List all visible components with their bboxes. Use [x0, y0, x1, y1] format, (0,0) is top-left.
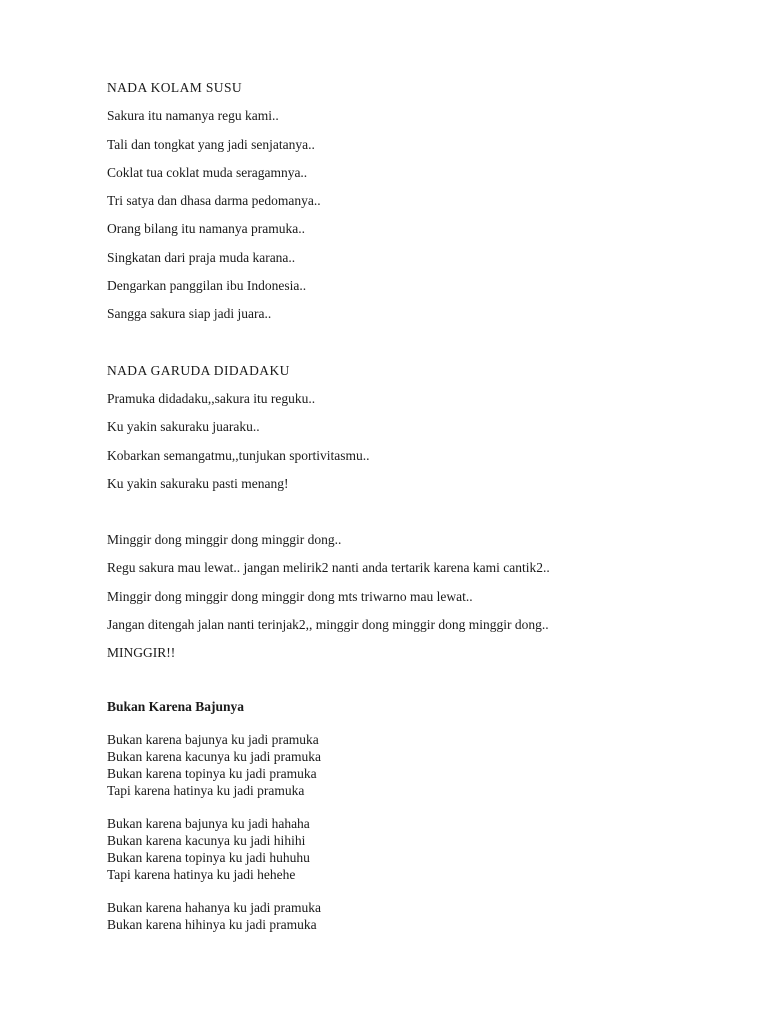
lyric-line: Bukan karena topinya ku jadi pramuka — [107, 765, 317, 781]
lyric-line: Singkatan dari praja muda karana.. — [107, 249, 296, 265]
lyric-line: Minggir dong minggir dong minggir dong.. — [107, 532, 342, 548]
song-section-bukan-karena-bajunya — [107, 697, 727, 933]
lyric-line: Pramuka didadaku,,sakura itu reguku.. — [107, 390, 316, 406]
lyric-line: MINGGIR!! — [107, 645, 176, 661]
document-page — [107, 74, 727, 933]
lyric-line: Dengarkan panggilan ibu Indonesia.. — [107, 278, 307, 294]
lyric-line: Bukan karena kacunya ku jadi hihihi — [107, 832, 306, 848]
song-title: Bukan Karena Bajunya — [107, 698, 245, 714]
lyric-line: Minggir dong minggir dong minggir dong mts triwarno mau lewat.. — [107, 588, 473, 604]
lyric-line: Bukan karena kacunya ku jadi pramuka — [107, 748, 322, 764]
stanza — [107, 899, 727, 933]
lyric-line: Tali dan tongkat yang jadi senjatanya.. — [107, 136, 315, 152]
lyric-line: Sakura itu namanya regu kami.. — [107, 108, 279, 124]
song-section-minggir — [107, 526, 727, 667]
lyric-line: Bukan karena hihinya ku jadi pramuka — [107, 916, 317, 932]
lyric-line: Tapi karena hatinya ku jadi hehehe — [107, 866, 296, 882]
section-heading: NADA GARUDA DIDADAKU — [107, 362, 290, 378]
lyric-line: Bukan karena hahanya ku jadi pramuka — [107, 899, 322, 915]
lyric-line: Jangan ditengah jalan nanti terinjak2,, minggir dong minggir dong minggir dong.. — [107, 617, 549, 633]
lyric-line: Bukan karena bajunya ku jadi pramuka — [107, 731, 319, 747]
song-section-garuda-didadaku — [107, 357, 727, 498]
lyric-line: Coklat tua coklat muda seragamnya.. — [107, 164, 308, 180]
lyric-line: Regu sakura mau lewat.. jangan melirik2 nanti anda tertarik karena kami cantik2.. — [107, 560, 550, 576]
lyric-line: Tapi karena hatinya ku jadi pramuka — [107, 782, 305, 798]
lyric-line: Bukan karena bajunya ku jadi hahaha — [107, 815, 310, 831]
lyric-line: Ku yakin sakuraku juaraku.. — [107, 419, 260, 435]
lyric-line: Kobarkan semangatmu,,tunjukan sportivitasmu.. — [107, 447, 370, 463]
lyric-line: Orang bilang itu namanya pramuka.. — [107, 221, 305, 237]
lyric-line: Bukan karena topinya ku jadi huhuhu — [107, 849, 310, 865]
lyric-line: Ku yakin sakuraku pasti menang! — [107, 475, 289, 491]
lyric-line: Sangga sakura siap jadi juara.. — [107, 306, 272, 322]
song-section-kolam-susu — [107, 74, 727, 329]
stanza — [107, 731, 727, 799]
section-heading: NADA KOLAM SUSU — [107, 80, 243, 95]
stanza — [107, 815, 727, 883]
lyric-line: Tri satya dan dhasa darma pedomanya.. — [107, 193, 321, 209]
